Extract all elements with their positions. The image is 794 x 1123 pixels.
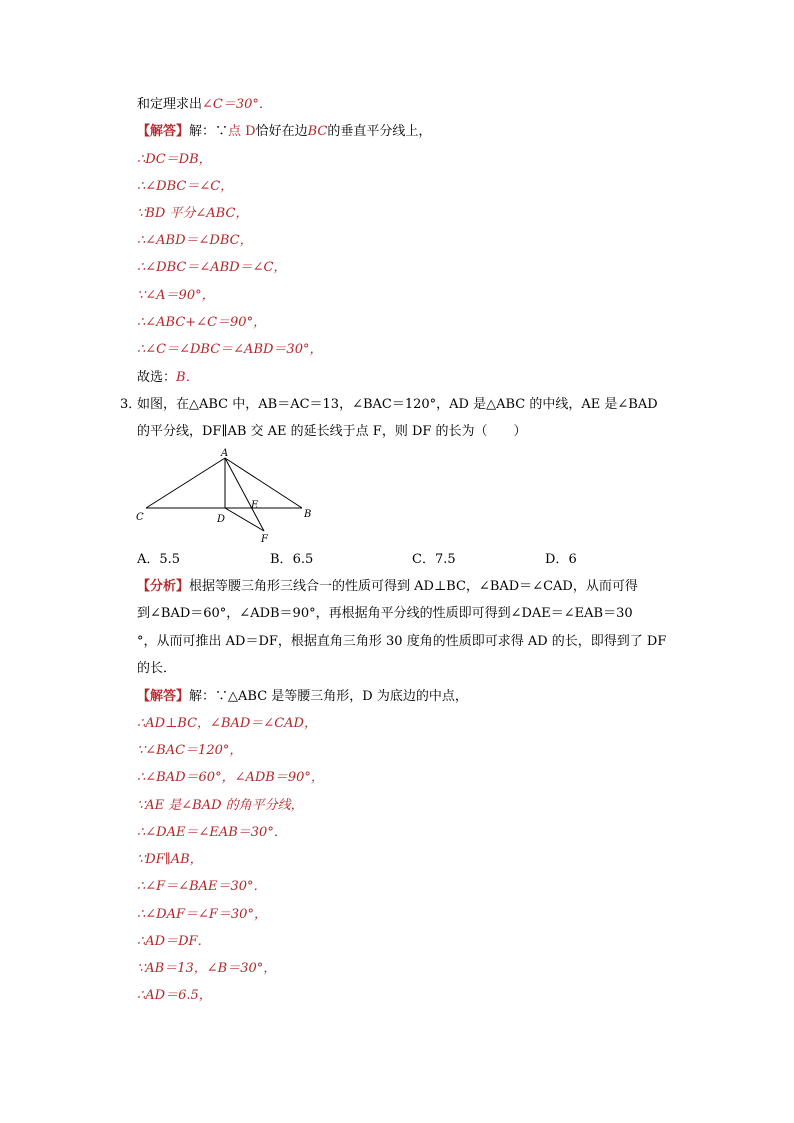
answer-step: ∴∠BAD＝60°，∠ADB＝90°， xyxy=(137,770,324,785)
option-c[interactable] xyxy=(412,551,456,569)
label-c: C xyxy=(136,512,144,523)
analysis-tail xyxy=(137,96,272,114)
question-number: 3． xyxy=(120,397,142,412)
answer-edge-bc: BC xyxy=(307,124,328,139)
segment-ab xyxy=(225,458,302,508)
prev-answer-intro: 【解答】解：∵点 D恰好在边BC的垂直平分线上， xyxy=(137,124,432,139)
option-letter: A． xyxy=(137,552,160,567)
prev-step: ∴∠DBC＝∠ABD＝∠C， xyxy=(137,260,287,275)
answer-step: ∴∠DAE＝∠EAB＝30°． xyxy=(137,825,287,840)
answer-step: ∴AD＝DF． xyxy=(137,934,211,949)
option-letter: C． xyxy=(412,552,435,567)
answer-label: 【解答】 xyxy=(137,689,190,704)
segment-ac xyxy=(146,458,225,508)
option-b[interactable] xyxy=(270,551,313,569)
option-value: 5.5 xyxy=(159,552,181,567)
option-value: 6 xyxy=(568,552,577,567)
label-a: A xyxy=(221,448,229,459)
label-b: B xyxy=(304,509,312,520)
choice-value: B． xyxy=(176,370,199,385)
answer-point-d: 点 D xyxy=(228,124,256,139)
answer-step: ∵DF∥AB， xyxy=(137,852,203,867)
answer-intro-mid: 恰好在边 xyxy=(255,124,308,139)
analysis-tail-result: ∠C＝30°． xyxy=(202,97,272,112)
option-letter: D． xyxy=(545,552,569,567)
answer-step: ∴∠F＝∠BAE＝30°． xyxy=(137,879,267,894)
analysis-label: 【分析】 xyxy=(137,579,190,594)
prev-step: ∵BD 平分∠ABC， xyxy=(137,206,249,221)
answer-step: ∵AB＝13，∠B＝30°， xyxy=(137,961,277,976)
prev-step: ∴∠ABC+∠C＝90°， xyxy=(137,315,267,330)
label-f: F xyxy=(261,534,268,545)
analysis-line-3: °，从而可推出 AD＝DF，根据直角三角形 30 度角的性质即可求得 AD 的长，即得到了 DF xyxy=(137,634,667,649)
option-letter: B． xyxy=(270,552,293,567)
answer-label: 【解答】 xyxy=(137,124,190,139)
analysis-line-1 xyxy=(137,578,638,596)
triangle-figure xyxy=(130,444,330,546)
answer-text: 解：∵△ABC 是等腰三角形，D 为底边的中点， xyxy=(189,689,468,704)
answer-step: ∵∠BAC＝120°， xyxy=(137,743,243,758)
prev-choice xyxy=(137,369,199,387)
label-e: E xyxy=(251,500,259,511)
analysis-line-4: 的长． xyxy=(137,661,177,676)
prev-step: ∵∠A＝90°， xyxy=(137,288,215,303)
prev-step: ∴∠ABD＝∠DBC， xyxy=(137,233,253,248)
analysis-line-2: 到∠BAD＝60°，∠ADB＝90°，再根据角平分线的性质即可得到∠DAE＝∠EAB＝30 xyxy=(137,606,633,621)
prev-step: ∴DC＝DB， xyxy=(137,152,212,167)
option-value: 7.5 xyxy=(434,552,456,567)
analysis-tail-text: 和定理求出 xyxy=(137,97,203,112)
analysis-text: 根据等腰三角形三线合一的性质可得到 AD⊥BC，∠BAD＝∠CAD，从而可得 xyxy=(189,579,638,594)
label-d: D xyxy=(217,514,226,525)
question-stem-line-2: 的平分线，DF∥AB 交 AE 的延长线于点 F，则 DF 的长为（ ） xyxy=(137,424,527,439)
answer-intro-end: 的垂直平分线上， xyxy=(327,124,432,139)
answer-step: ∵AE 是∠BAD 的角平分线， xyxy=(137,798,304,813)
answer-step: ∴AD⊥BC，∠BAD＝∠CAD， xyxy=(137,716,317,731)
question-stem-line-1: 如图，在△ABC 中，AB＝AC＝13，∠BAC＝120°，AD 是△ABC 的中线，AE 是∠BAD xyxy=(137,397,658,412)
answer-step: ∴AD＝6.5， xyxy=(137,988,212,1003)
option-a[interactable] xyxy=(137,551,180,569)
answer-step: ∴∠DAF＝∠F＝30°， xyxy=(137,907,267,922)
prev-step: ∴∠DBC＝∠C， xyxy=(137,179,234,194)
option-d[interactable] xyxy=(545,551,577,569)
choice-label: 故选： xyxy=(137,370,177,385)
prev-step: ∴∠C＝∠DBC＝∠ABD＝30°， xyxy=(137,342,323,357)
answer-line-1 xyxy=(137,688,468,706)
option-value: 6.5 xyxy=(292,552,314,567)
